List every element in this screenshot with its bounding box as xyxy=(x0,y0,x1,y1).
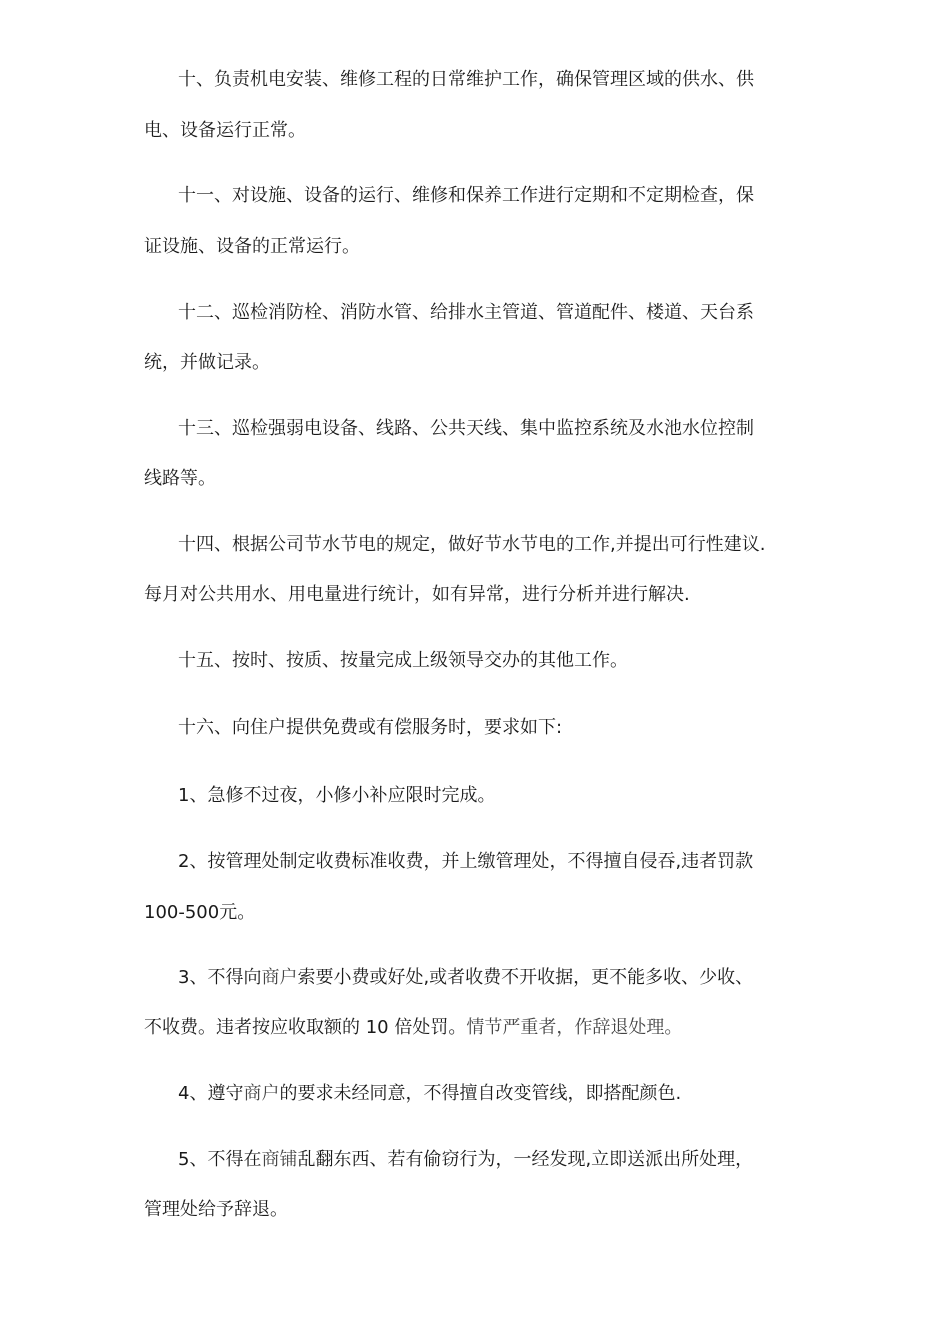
item-4-text-c: 的要求未经同意，不得擅自改变管线，即搭配颜色. xyxy=(279,1083,682,1104)
item-5-line-2: 管理处给予辞退。 xyxy=(144,1199,288,1220)
paragraph-12-line-2: 统，并做记录。 xyxy=(144,352,270,373)
paragraph-13-line-1: 十三、巡检强弱电设备、线路、公共天线、集中监控系统及水池水位控制 xyxy=(178,418,754,439)
item-3-penalty: 不收费。违者按应收取额的 10 倍处罚。 xyxy=(144,1017,467,1038)
item-5-text-c: 乱翻东西、若有偷窃行为，一经发现,立即送派出所处理， xyxy=(297,1149,754,1170)
item-2-line-2: 100-500元。 xyxy=(144,902,256,923)
paragraph-10-line-1: 十、负责机电安装、维修工程的日常维护工作，确保管理区域的供水、供 xyxy=(178,69,754,90)
paragraph-12-line-1: 十二、巡检消防栓、消防水管、给排水主管道、管道配件、楼道、天台系 xyxy=(178,302,754,323)
item-3-text-a: 3、不得向 xyxy=(178,967,262,988)
item-2-line-1: 2、按管理处制定收费标准收费，并上缴管理处，不得擅自侵吞,违者罚款 xyxy=(178,851,754,872)
item-4-merchant-word: 商户 xyxy=(243,1083,280,1104)
paragraph-11-line-1: 十一、对设施、设备的运行、维修和保养工作进行定期和不定期检查，保 xyxy=(178,185,754,206)
paragraph-16-line-1: 十六、向住户提供免费或有偿服务时，要求如下: xyxy=(178,717,563,738)
item-3-serious-case: 情节严重者，作辞退处理。 xyxy=(466,1017,683,1038)
item-5-shop-word: 商铺 xyxy=(261,1149,298,1170)
paragraph-15-line-1: 十五、按时、按质、按量完成上级领导交办的其他工作。 xyxy=(178,650,628,671)
paragraph-11-line-2: 证设施、设备的正常运行。 xyxy=(144,236,360,257)
paragraph-14-line-1: 十四、根据公司节水节电的规定，做好节水节电的工作,并提出可行性建议. xyxy=(178,534,766,555)
item-3-line-2 xyxy=(144,1016,682,1040)
item-4-line-1 xyxy=(178,1082,681,1106)
item-3-line-1 xyxy=(178,966,753,990)
paragraph-13-line-2: 线路等。 xyxy=(144,468,216,489)
item-5-text-a: 5、不得在 xyxy=(178,1149,262,1170)
item-3-merchant-word: 商户 xyxy=(261,967,298,988)
item-3-text-c: 索要小费或好处,或者收费不开收据，更不能多收、少收、 xyxy=(297,967,754,988)
item-4-text-a: 4、遵守 xyxy=(178,1083,244,1104)
paragraph-14-line-2: 每月对公共用水、用电量进行统计，如有异常，进行分析并进行解决. xyxy=(144,584,690,605)
paragraph-10-line-2: 电、设备运行正常。 xyxy=(144,120,306,141)
item-1-line-1: 1、急修不过夜，小修小补应限时完成。 xyxy=(178,785,496,806)
item-5-line-1 xyxy=(178,1148,753,1172)
